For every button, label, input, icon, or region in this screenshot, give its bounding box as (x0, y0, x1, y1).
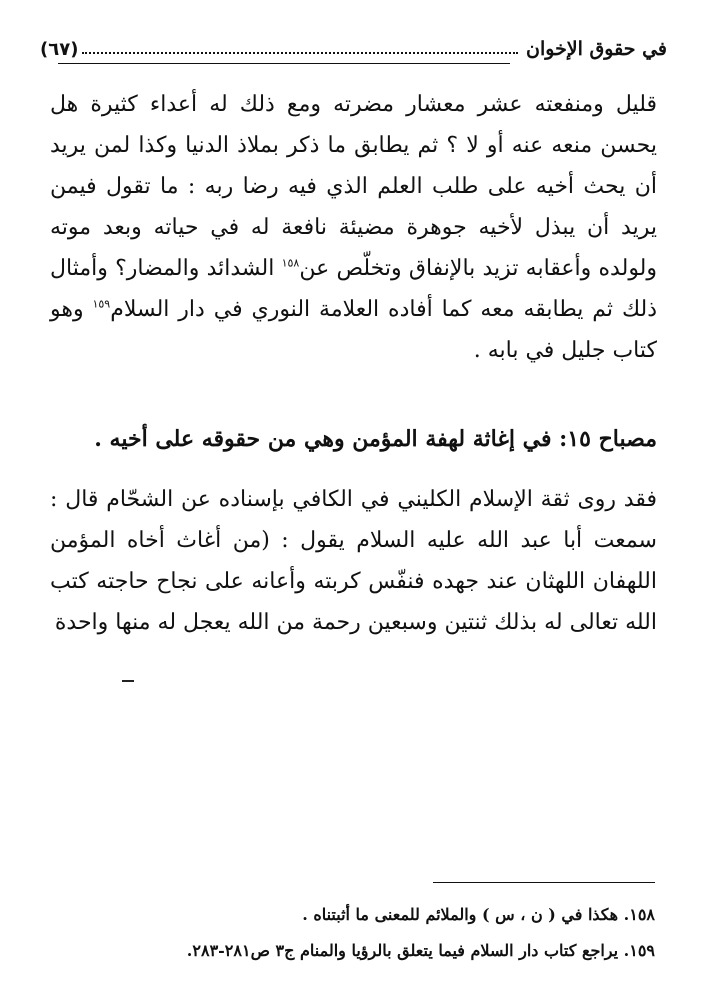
footnote-ref-158[interactable]: ١٥٨ (281, 256, 300, 270)
body-paragraph-1 (50, 84, 657, 371)
running-header (40, 30, 667, 60)
footnote-ref-159[interactable]: ١٥٩ (92, 297, 111, 311)
paragraph-text: قليل ومنفعته عشر معشار مضرته ومع ذلك له أعداء كثيرة هل يحسن منعه عنه أو لا ؟ ثم يطابق ما ذكر بملاذ الدنيا وكذا لمن يريد أن يحث أخيه على طلب العلم الذي فيه رضا ربه : ما تقول فيمن يريد أن يبذل لأخيه جوهرة مضيئة نافعة له في حياته وبعد موته ولولده وأعقابه تزيد بالإنفاق وتخلّص عن (50, 92, 658, 281)
header-rule (58, 63, 510, 64)
paragraph-text: وهو كتاب جليل في بابه . (50, 297, 657, 363)
body-paragraph-2: فقد روى ثقة الإسلام الكليني في الكافي بإسناده عن الشحّام قال : سمعت أبا عبد الله عليه السلام يقول : (من أغاث أخاه المؤمن اللهفان اللهثان عند جهده فنفّس كربته وأعانه على نجاح حاجته كتب الله تعالى له بذلك ثنتين وسبعين رحمة من الله يعجل له منها واحدة (50, 487, 657, 635)
header-dot-leader (82, 52, 518, 54)
footnote-159: ١٥٩. يراجع كتاب دار السلام فيما يتعلق بالرؤيا والمنام ج٣ ص٢٨١-٢٨٣. (186, 941, 655, 960)
page-number: (٦٧) (40, 39, 79, 60)
footnote-rule (433, 882, 655, 883)
paragraph-text: الشدائد والمضار؟ وأمثال ذلك ثم يطابقه معه كما أفاده العلامة النوري في دار السلام (50, 256, 657, 322)
stray-mark (122, 680, 134, 682)
section-heading: مصباح ١٥: في إغاثة لهفة المؤمن وهي من حقوقه على أخيه . (94, 426, 657, 452)
footnotes (50, 897, 655, 969)
footnote-158: ١٥٨. هكذا في ( ن ، س ) والملائم للمعنى ما أثبتناه . (302, 905, 655, 924)
running-title: في حقوق الإخوان (526, 38, 667, 60)
